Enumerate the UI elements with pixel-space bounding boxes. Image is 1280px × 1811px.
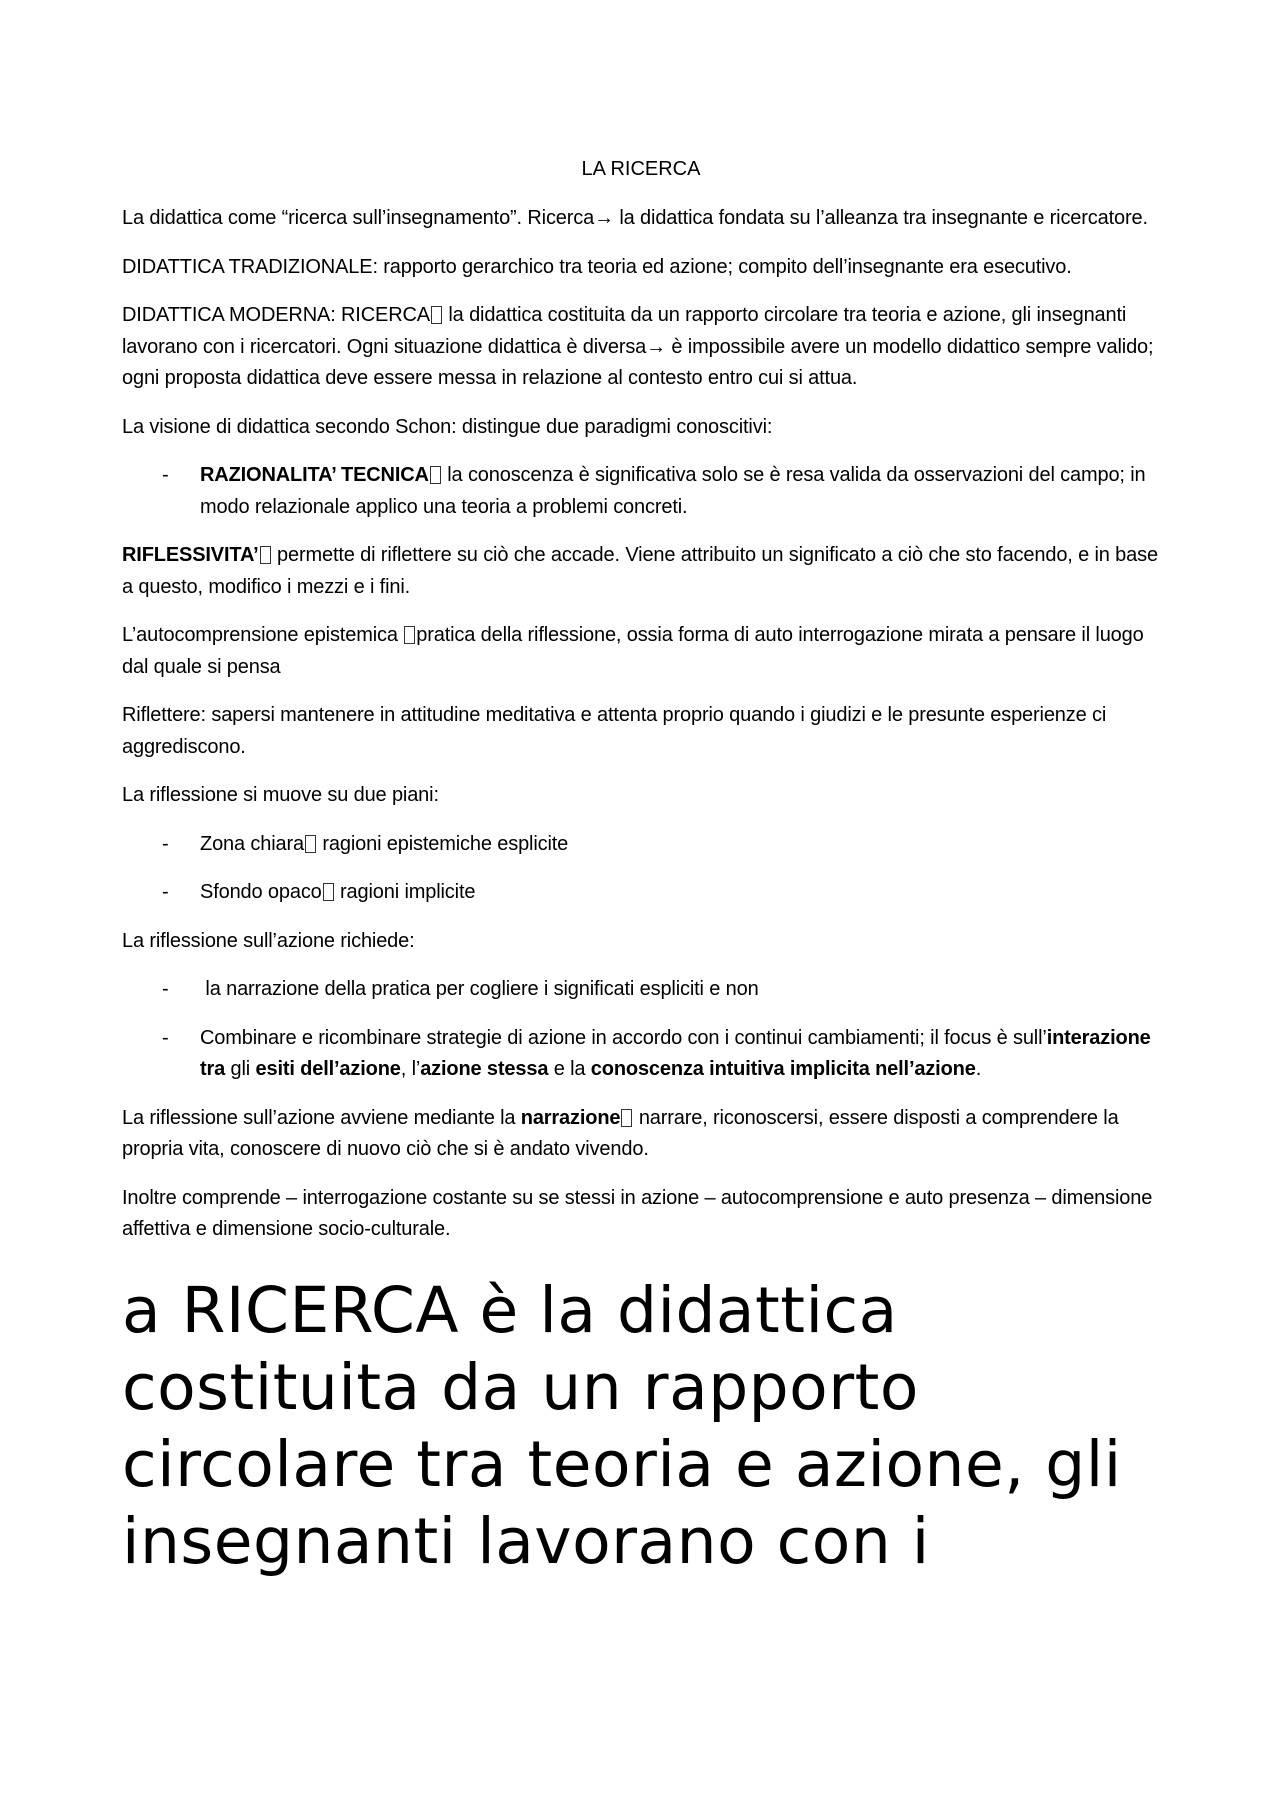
bold-term: RAZIONALITA’ TECNICA (200, 464, 429, 486)
text-run: La riflessione sull’azione avviene mediante la (122, 1106, 521, 1129)
paragraph-ricerca-intro (122, 203, 1160, 235)
text-run: la conoscenza è significativa solo se è resa valida da osservazioni del campo; in modo relazionale applico una teoria a problemi concreti. (200, 464, 1146, 518)
missing-glyph-icon (323, 883, 334, 901)
list-item-zona-chiara (122, 829, 1160, 861)
right-arrow-icon: → (594, 207, 614, 229)
bold-term: RIFLESSIVITA’ (122, 544, 259, 566)
missing-glyph-icon (404, 626, 415, 644)
paragraph-riflettere: Riflettere: sapersi mantenere in attitudine meditativa e attenta proprio quando i giudizi e le presunte esperienze ci aggrediscono. (122, 704, 1107, 758)
text-run: DIDATTICA MODERNA: RICERCA (122, 304, 430, 326)
document-title: LA RICERCA (581, 158, 701, 180)
list-item-razionalita (122, 460, 1160, 523)
list-item-narrazione-pratica (122, 974, 1160, 1006)
dash-bullet: - (162, 464, 169, 486)
missing-glyph-icon (305, 835, 316, 853)
text-run: la narrazione della pratica per cogliere i significati espliciti e non (200, 978, 759, 1000)
dash-bullet: - (162, 1026, 169, 1049)
missing-glyph-icon (260, 546, 271, 564)
list-item-sfondo-opaco (122, 877, 1160, 909)
bold-term: esiti dell’azione (255, 1058, 401, 1080)
text-run: permette di riflettere su ciò che accade. Viene attribuito un significato a ciò che sto facendo, e in base a questo, modifico i mezzi e i fini. (122, 544, 1158, 598)
missing-glyph-icon (621, 1109, 632, 1127)
text-run: la didattica costituita da un rapporto circolare tra teoria e azione, gli insegnanti lavorano con i ricercatori. Ogni situazione didattica è diversa (122, 304, 1127, 358)
text-run: è impossibile avere un modello didattico sempre valido; ogni proposta didattica deve essere messa in relazione al contesto entro cui si attua. (122, 335, 1154, 389)
text-run: ragioni implicite (334, 881, 476, 903)
paragraph-schon: La visione di didattica secondo Schon: distingue due paradigmi conoscitivi: (122, 415, 773, 438)
missing-glyph-icon (431, 306, 442, 324)
text-run: Combinare e ricombinare strategie di azione in accordo con i continui cambiamenti; il focus è sull’ (200, 1026, 1047, 1049)
right-arrow-icon: → (646, 335, 667, 358)
text-run: narrare, riconoscersi, essere disposti a comprendere la propria vita, conoscere di nuovo ciò che si è andato vivendo. (122, 1106, 1119, 1160)
dash-bullet: - (162, 881, 169, 903)
list-item-combinare (122, 1023, 1160, 1086)
text-run: L’autocomprensione epistemica (122, 624, 404, 646)
text-run: Sfondo opaco (200, 881, 322, 903)
paragraph-narrazione (122, 1103, 1160, 1166)
paragraph-autocomprensione (122, 620, 1160, 683)
bold-term: interazione tra (200, 1026, 1151, 1080)
text-run: pratica della riflessione, ossia forma di auto interrogazione mirata a pensare il luogo dal quale si pensa (122, 624, 1144, 678)
paragraph-didattica-moderna (122, 300, 1160, 395)
paragraph-inoltre: Inoltre comprende – interrogazione costante su se stessi in azione – autocomprensione e auto presenza – dimensione affettiva e dimensione socio-culturale. (122, 1186, 1153, 1240)
large-text-block: a RICERCA è la didattica costituita da un rapporto circolare tra teoria e azione, gli insegnanti lavorano con i (122, 1273, 1122, 1578)
dash-bullet: - (162, 832, 169, 855)
paragraph-richiede: La riflessione sull’azione richiede: (122, 929, 415, 952)
missing-glyph-icon (430, 466, 441, 484)
paragraph-didattica-tradizionale: DIDATTICA TRADIZIONALE: rapporto gerarchico tra teoria ed azione; compito dell’insegnante era esecutivo. (122, 255, 1072, 278)
text-run: ragioni epistemiche esplicite (316, 832, 569, 855)
paragraph-riflessivita (122, 540, 1160, 603)
bold-term: azione stessa (420, 1058, 549, 1080)
dash-bullet: - (162, 978, 169, 1000)
text-run: La didattica come “ricerca sull’insegnamento”. Ricerca (122, 207, 595, 229)
paragraph-due-piani: La riflessione si muove su due piani: (122, 784, 439, 806)
text-run: gli (225, 1058, 256, 1080)
text-run: la didattica fondata su l’alleanza tra insegnante e ricercatore. (613, 207, 1148, 229)
text-run: , l’ (400, 1058, 421, 1080)
text-run: e la (548, 1058, 591, 1080)
text-run: Zona chiara (200, 832, 304, 855)
bold-term: conoscenza intuitiva implicita nell’azione (590, 1058, 976, 1080)
bold-term: narrazione (520, 1106, 621, 1129)
text-run: . (975, 1058, 982, 1080)
